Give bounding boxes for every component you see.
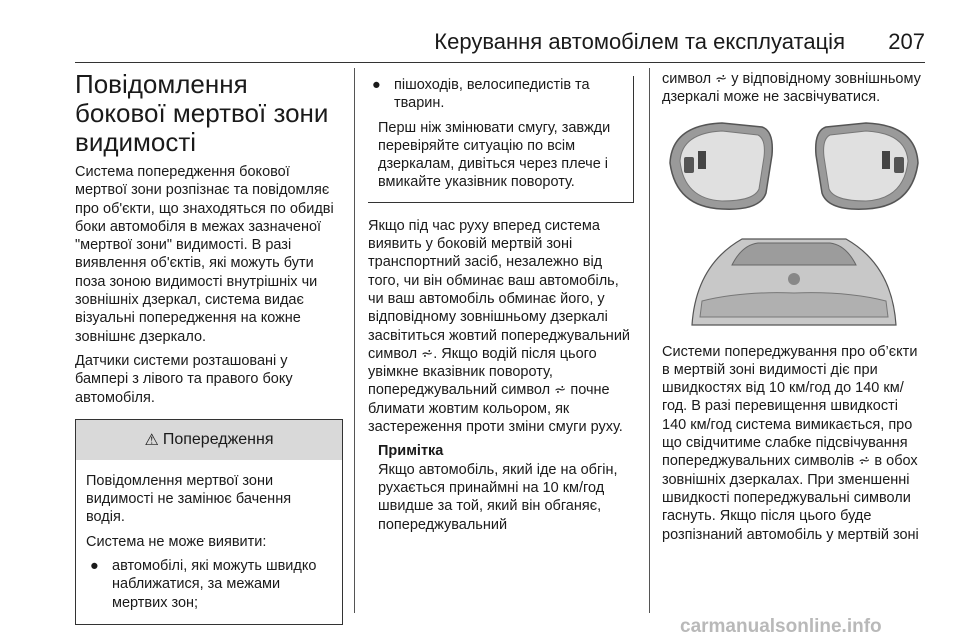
note-text: Якщо автомобіль, який іде на обгін, рухається принаймні на 10 км/год швидше за той, який він обганяє, попереджувальний <box>378 461 618 533</box>
bullet-text: пішоходів, велосипедистів та тварин. <box>394 77 590 112</box>
blind-spot-symbol-icon <box>684 157 694 173</box>
warning-header <box>76 419 342 460</box>
list-item: ● автомобілі, які можуть швидко наближатися, за межами мертвих зон; <box>86 557 332 612</box>
left-mirror <box>670 123 772 209</box>
chapter-title: Керування автомобілем та експлуатація <box>434 29 845 54</box>
list-item: ● пішоходів, велосипедистів та тварин. <box>368 76 627 113</box>
right-mirror <box>816 123 918 209</box>
page-number: 207 <box>888 29 925 54</box>
car-mirrors-illustration <box>662 115 926 333</box>
warning-text-1: Повідомлення мертвої зони видимості не замінює бачення водія. <box>86 472 292 526</box>
warning-text-2: Система не може виявити: <box>86 533 267 550</box>
note-title: Примітка <box>378 443 444 460</box>
note-block <box>368 442 634 533</box>
blind-spot-symbol-icon <box>894 157 904 173</box>
warning-body <box>76 460 342 624</box>
intro-paragraph: Система попередження бокової мертвої зони розпізнає та повідомляє про об'єкти, що знаходяться по обидві боки автомобіля в межах зазначеної "мертвої зони" видимості. В разі виявлення об'єктів, які можуть бути поза зоною видимості внутрішніх чи зовнішніх дзеркал, система видає візуальні попередження на кожне зовнішнє дзеркало. <box>75 164 334 345</box>
column-1 <box>75 70 343 625</box>
section-heading: Повідомлення бокової мертвої зони видимості <box>75 69 329 157</box>
warning-advice: Перш ніж змінювати смугу, завжди перевіряйте ситуацію по всім дзеркалам, дивіться через плече і вмикайте указівник повороту. <box>378 119 611 191</box>
watermark: carmanualsonline.info <box>680 616 882 637</box>
column-3 <box>662 70 926 550</box>
warning-box-continued <box>368 76 634 203</box>
detection-paragraph: Якщо під час руху вперед система виявить у боковій мертвій зоні транспортний засіб, незалежно від того, чи він обминає ваш автомобіль, чи ваш автомобіль обминає його, у відповідному зовнішньому дзеркалі засвітиться жовтий попереджувальний символ ⩫. Якщо водій після цього увімкне вказівник повороту, попереджувальний символ ⩫ почне блимати жовтим кольором, як застереження проти зміни смуги руху. <box>368 217 631 436</box>
continued-paragraph: символ ⩫ у відповідному зовнішньому дзеркалі може не засвічуватися. <box>662 71 921 106</box>
warning-triangle-icon: ⚠ <box>144 431 159 449</box>
column-divider-2 <box>649 68 650 613</box>
sensor-paragraph: Датчики системи розташовані у бампері з лівого та правого боку автомобіля. <box>75 352 293 406</box>
page-header <box>75 28 925 63</box>
warning-box <box>75 419 343 625</box>
column-divider-1 <box>354 68 355 613</box>
warning-label: Попередження <box>162 430 274 448</box>
speed-range-paragraph: Системи попереджування про об’єкти в мертвій зоні видимості діє при швидкостях від 10 км/год до 140 км/год. В разі перевищення швидкості 140 км/год система вимикається, про що свідчитиме слабке підсвічування попереджувальних символів ⩫ в обох зовнішніх дзеркалах. При зменшенні швидкості попереджувальні символи гаснуть. Якщо після цього буде розпізнаний автомобіль у мертвій зоні <box>662 343 919 543</box>
bullet-text: автомобілі, які можуть швидко наближатися, за межами мертвих зон; <box>112 558 317 611</box>
column-2 <box>368 70 634 540</box>
